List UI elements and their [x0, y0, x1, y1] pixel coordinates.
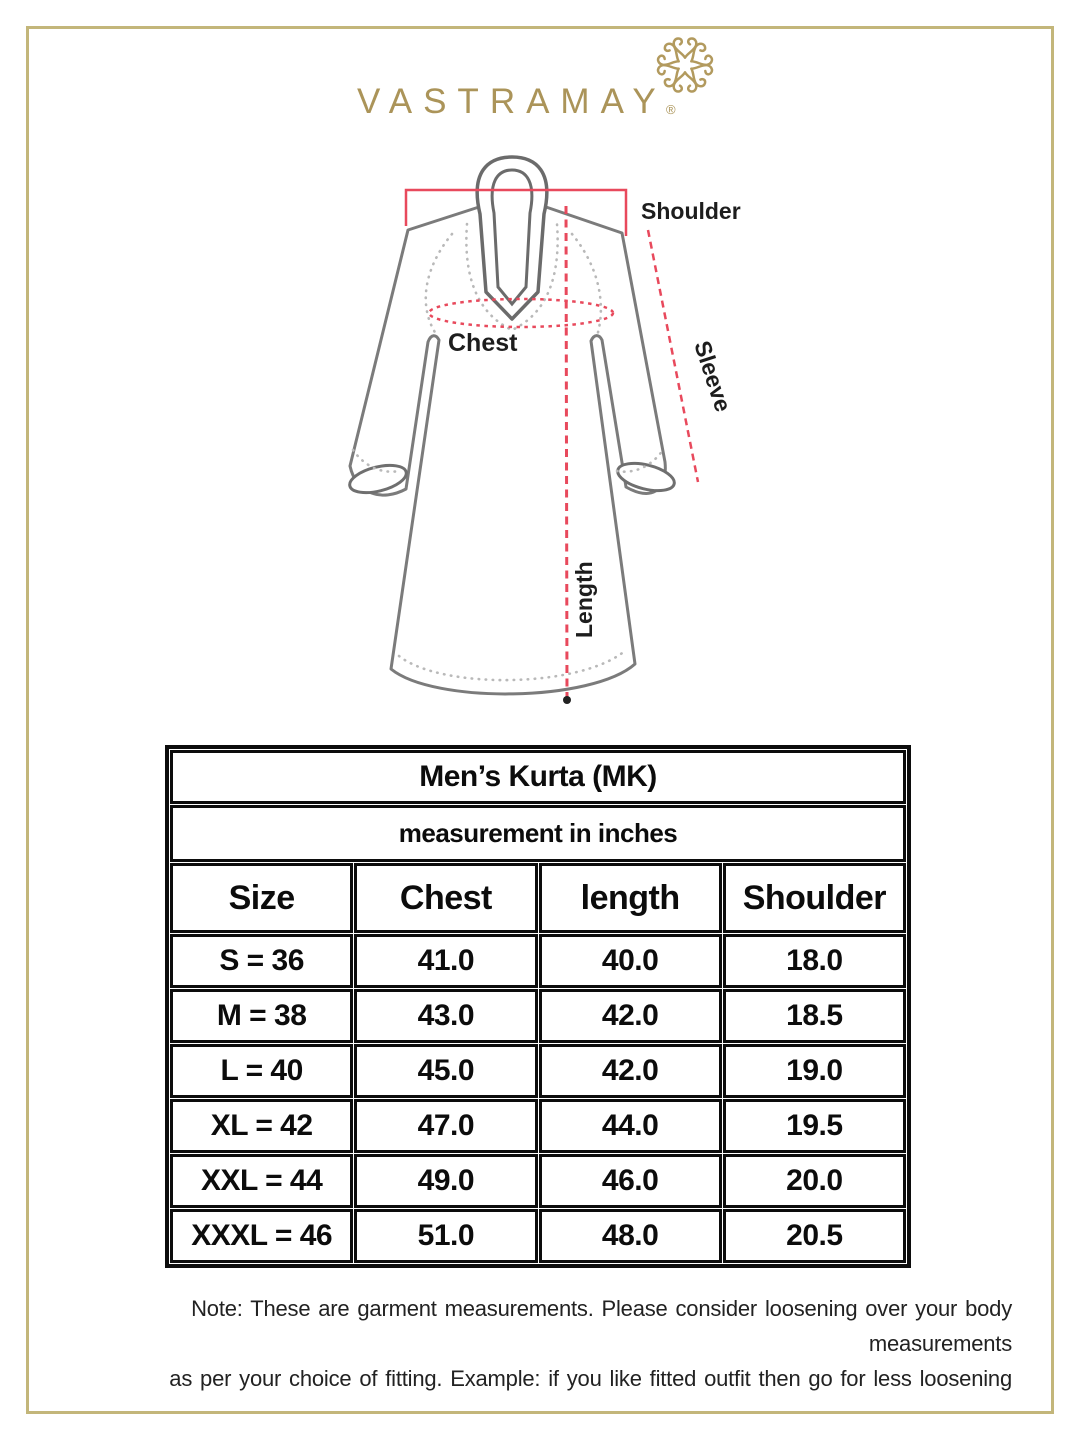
note-line-2: as per your choice of fitting. Example: if you like fitted outfit then go for less loosening — [169, 1366, 1012, 1391]
length-cell: 42.0 — [539, 1044, 722, 1098]
size-chart-table — [165, 745, 911, 1268]
table-row — [170, 1044, 906, 1098]
col-header-chest: Chest — [354, 863, 537, 933]
chest-cell: 47.0 — [354, 1099, 537, 1153]
sleeve-label: Sleeve — [689, 337, 737, 415]
col-header-shoulder: Shoulder — [723, 863, 906, 933]
shoulder-cell: 20.0 — [723, 1154, 906, 1208]
table-subtitle-row — [170, 805, 906, 862]
size-cell: XXXL = 46 — [170, 1209, 353, 1263]
size-cell: XXL = 44 — [170, 1154, 353, 1208]
table-row — [170, 989, 906, 1043]
collar-outline — [477, 157, 547, 319]
shoulder-cell: 20.5 — [723, 1209, 906, 1263]
chest-cell: 45.0 — [354, 1044, 537, 1098]
registered-trademark: ® — [666, 102, 676, 117]
length-cell: 40.0 — [539, 934, 722, 988]
length-cell: 42.0 — [539, 989, 722, 1043]
length-label: Length — [571, 561, 597, 638]
size-cell: S = 36 — [170, 934, 353, 988]
table-row — [170, 1154, 906, 1208]
length-measure-line — [566, 206, 567, 699]
shoulder-cell: 19.0 — [723, 1044, 906, 1098]
table-subtitle: measurement in inches — [170, 805, 906, 862]
length-end-dot — [563, 696, 571, 704]
shoulder-label: Shoulder — [641, 198, 741, 224]
length-cell: 46.0 — [539, 1154, 722, 1208]
length-cell: 44.0 — [539, 1099, 722, 1153]
table-row — [170, 934, 906, 988]
col-header-size: Size — [170, 863, 353, 933]
shoulder-cell: 18.5 — [723, 989, 906, 1043]
length-cell: 48.0 — [539, 1209, 722, 1263]
brand-name: VASTRAMAY — [357, 82, 667, 121]
note-text — [60, 1291, 1012, 1396]
shoulder-cell: 18.0 — [723, 934, 906, 988]
kurta-measurement-diagram — [320, 150, 770, 730]
size-cell: XL = 42 — [170, 1099, 353, 1153]
col-header-length: length — [539, 863, 722, 933]
table-header-row — [170, 863, 906, 933]
table-row — [170, 1209, 906, 1263]
shoulder-cell: 19.5 — [723, 1099, 906, 1153]
size-cell: L = 40 — [170, 1044, 353, 1098]
floral-mandala-icon — [649, 32, 721, 98]
chest-label: Chest — [448, 329, 518, 357]
chest-cell: 49.0 — [354, 1154, 537, 1208]
table-title-row — [170, 750, 906, 804]
chest-cell: 41.0 — [354, 934, 537, 988]
right-cuff-outline — [615, 458, 677, 495]
chest-cell: 51.0 — [354, 1209, 537, 1263]
chest-cell: 43.0 — [354, 989, 537, 1043]
note-line-1: Note: These are garment measurements. Please consider loosening over your body measurements — [191, 1296, 1012, 1356]
table-row — [170, 1099, 906, 1153]
table-title: Men’s Kurta (MK) — [170, 750, 906, 804]
size-cell: M = 38 — [170, 989, 353, 1043]
